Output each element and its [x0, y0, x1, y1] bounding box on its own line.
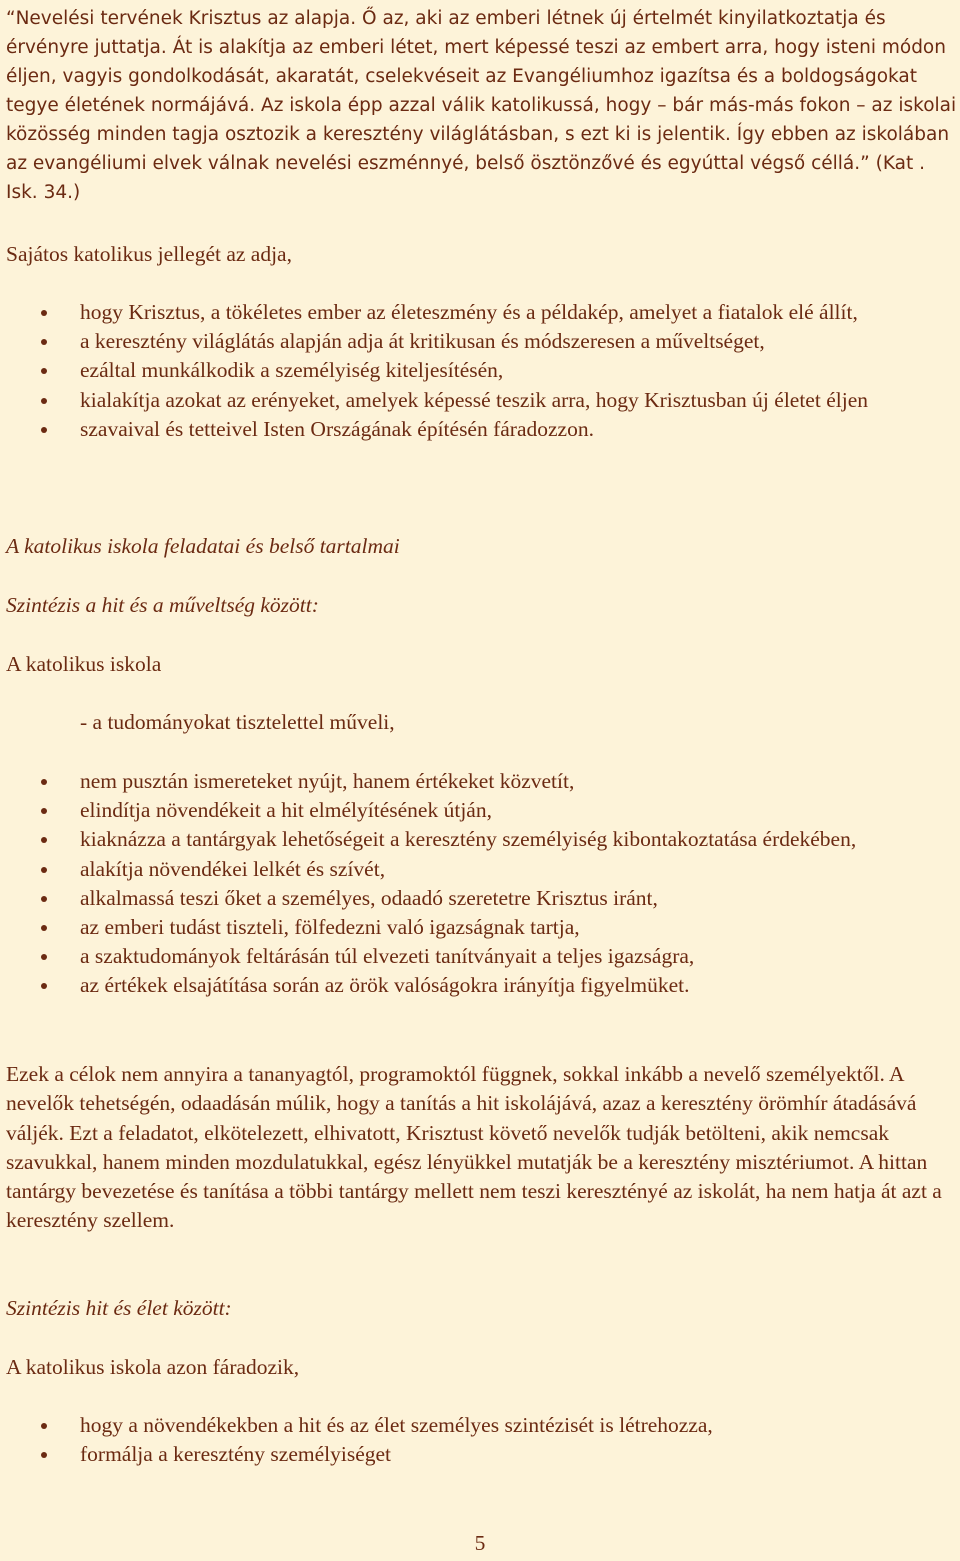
synthesis1-list [0, 767, 958, 1001]
list-item: nem pusztán ismereteket nyújt, hanem értékeket közvetít, [0, 767, 958, 796]
list-item: az emberi tudást tiszteli, fölfedezni való igazságnak tartja, [0, 913, 958, 942]
list-item: formálja a keresztény személyiséget [0, 1440, 958, 1469]
bullet-icon [41, 837, 47, 843]
section-heading: A katolikus iskola feladatai és belső tartalmai [6, 534, 400, 558]
page-number: 5 [474, 1531, 486, 1555]
bullet-icon [41, 1423, 47, 1429]
list-item: a szaktudományok feltárásán túl elvezeti tanítványait a teljes igazságra, [0, 942, 958, 971]
list-item: az értékek elsajátítása során az örök valóságokra irányítja figyelmüket. [0, 971, 958, 1000]
synthesis2-list [0, 1411, 958, 1469]
bullet-icon [41, 925, 47, 931]
list-item: szavaival és tetteivel Isten Országának építésén fáradozzon. [0, 415, 958, 444]
bullet-icon [41, 1452, 47, 1458]
bullet-icon [41, 954, 47, 960]
bullet-icon [41, 983, 47, 989]
synthesis2-lead: A katolikus iskola azon fáradozik, [6, 1355, 300, 1379]
list-item: elindítja növendékeit a hit elmélyítésének útján, [0, 796, 958, 825]
bullet-icon [41, 427, 47, 433]
intro-quote-paragraph: “Nevelési tervének Krisztus az alapja. Ő az, aki az emberi létnek új értelmét kinyilatkoztatja és érvényre juttatja. Át is alakítja az emberi létet, mert képessé teszi az embert arra, hogy isteni módon éljen, vagyis gondolkodását, akaratát, cselekvéseit az Evangéliumhoz igazítsa és a boldogságokat tegye életének normájává. Az iskola épp azzal válik katolikussá, hogy – bár más-más fokon – az iskolai közösség minden tagja osztozik a keresztény világlátásban, s ezt ki is jelentik. Így ebben az iskolában az evangéliumi elvek válnak nevelési eszménnyé, belső ösztönzővé és egyúttal végső céllá.” (Kat . Isk. 34.) [6, 8, 957, 203]
bullet-icon [41, 896, 47, 902]
bullet-icon [41, 808, 47, 814]
bullet-icon [41, 310, 47, 316]
character-list [0, 298, 958, 444]
list-item: alkalmassá teszi őket a személyes, odaadó szeretetre Krisztus iránt, [0, 884, 958, 913]
list-item: alakítja növendékei lelkét és szívét, [0, 855, 958, 884]
synthesis1-dash-item: - a tudományokat tisztelettel műveli, [80, 710, 395, 734]
list-item: ezáltal munkálkodik a személyiség kiteljesítésén, [0, 356, 958, 385]
list-item: a keresztény világlátás alapján adja át kritikusan és módszeresen a műveltséget, [0, 327, 958, 356]
synthesis2-heading: Szintézis hit és élet között: [6, 1296, 232, 1320]
character-lead: Sajátos katolikus jellegét az adja, [6, 242, 292, 266]
list-item: hogy Krisztus, a tökéletes ember az életeszmény és a példakép, amelyet a fiatalok elé állít, [0, 298, 958, 327]
list-item: kialakítja azokat az erényeket, amelyek képessé teszik arra, hogy Krisztusban új életet éljen [0, 386, 958, 415]
list-item: hogy a növendékekben a hit és az élet személyes szintézisét is létrehozza, [0, 1411, 958, 1440]
goals-paragraph: Ezek a célok nem annyira a tananyagtól, programoktól függnek, sokkal inkább a nevelő személyektől. A nevelők tehetségén, odaadásán múlik, hogy a tanítás a hit iskolájává, azaz a keresztény örömhír átadásává váljék. Ezt a feladatot, elkötelezett, elhivatott, Krisztust követő nevelők tudják betölteni, akik nemcsak szavukkal, hanem minden mozdulatukkal, egész lényükkel mutatják be a keresztény misztériumot. A hittan tantárgy bevezetése és tanítása a többi tantárgy mellett nem teszi keresztényé az iskolát, ha nem hatja át azt a keresztény szellem. [6, 1062, 942, 1233]
list-item: kiaknázza a tantárgyak lehetőségeit a keresztény személyiség kibontakoztatása érdekében, [0, 825, 958, 854]
bullet-icon [41, 867, 47, 873]
bullet-icon [41, 398, 47, 404]
bullet-icon [41, 339, 47, 345]
synthesis1-heading: Szintézis a hit és a műveltség között: [6, 593, 319, 617]
bullet-icon [41, 368, 47, 374]
bullet-icon [41, 779, 47, 785]
synthesis1-lead: A katolikus iskola [6, 652, 162, 676]
